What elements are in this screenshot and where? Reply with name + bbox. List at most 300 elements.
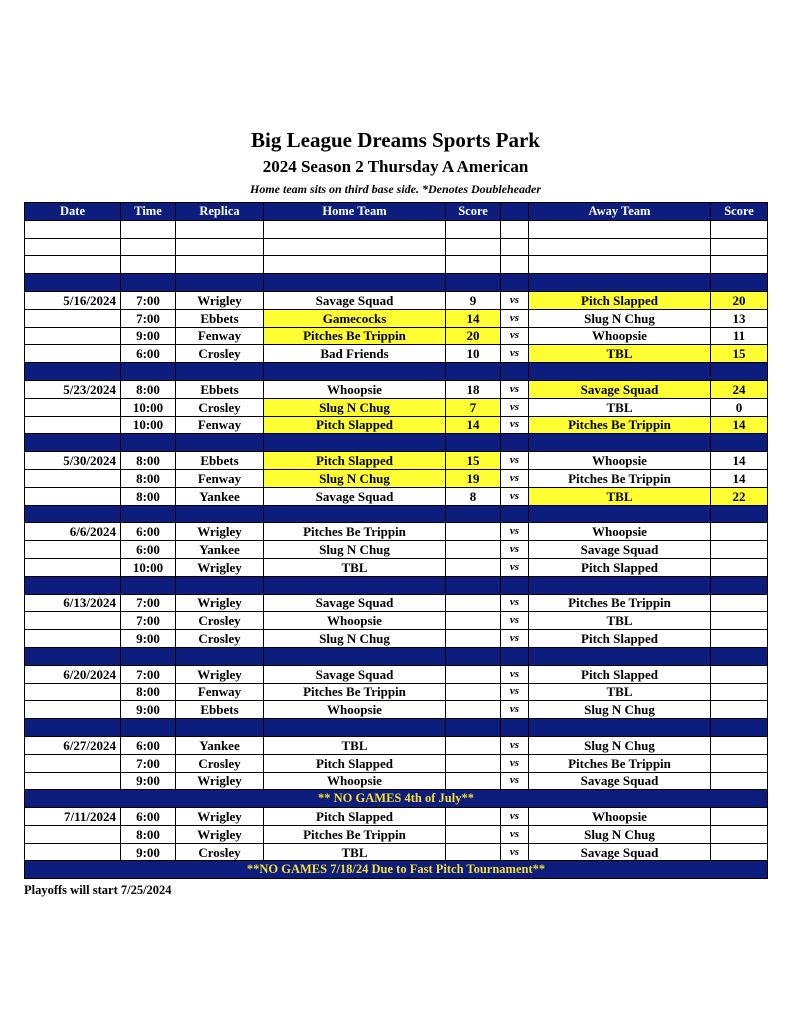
replica-cell: Yankee xyxy=(176,736,264,754)
home-team-cell: Whoopsie xyxy=(264,612,446,630)
empty-cell xyxy=(501,647,529,665)
empty-cell xyxy=(264,719,446,737)
away-score-cell: 11 xyxy=(711,327,768,345)
vs-cell: vs xyxy=(501,594,529,612)
replica-cell: Crosley xyxy=(176,843,264,861)
time-cell: 6:00 xyxy=(121,523,176,541)
page-title: Big League Dreams Sports Park xyxy=(251,128,540,152)
vs-cell: vs xyxy=(501,380,529,398)
time-cell: 8:00 xyxy=(121,825,176,843)
empty-cell xyxy=(176,719,264,737)
time-cell: 6:00 xyxy=(121,541,176,559)
empty-cell xyxy=(501,363,529,381)
empty-cell xyxy=(121,274,176,292)
header-row xyxy=(25,203,768,221)
empty-cell xyxy=(176,647,264,665)
empty-cell xyxy=(176,274,264,292)
schedule-body xyxy=(25,220,768,878)
replica-cell: Yankee xyxy=(176,487,264,505)
replica-cell: Wrigley xyxy=(176,825,264,843)
away-team-cell: Pitches Be Trippin xyxy=(529,416,711,434)
empty-cell xyxy=(25,434,121,452)
empty-cell xyxy=(711,256,768,274)
empty-cell xyxy=(501,238,529,256)
empty-cell xyxy=(446,505,501,523)
away-team-cell: Slug N Chug xyxy=(529,309,711,327)
home-score-cell xyxy=(446,754,501,772)
empty-cell xyxy=(25,363,121,381)
empty-cell xyxy=(25,505,121,523)
home-team-cell: Gamecocks xyxy=(264,309,446,327)
home-score-cell xyxy=(446,683,501,701)
away-score-cell xyxy=(711,594,768,612)
away-score-cell xyxy=(711,754,768,772)
home-score-cell: 14 xyxy=(446,309,501,327)
home-score-cell xyxy=(446,665,501,683)
date-cell xyxy=(25,683,121,701)
vs-cell: vs xyxy=(501,843,529,861)
time-cell: 10:00 xyxy=(121,416,176,434)
away-score-cell: 13 xyxy=(711,309,768,327)
away-team-cell: Whoopsie xyxy=(529,327,711,345)
date-cell: 5/30/2024 xyxy=(25,452,121,470)
footer-note: Playoffs will start 7/25/2024 xyxy=(24,883,172,897)
game-row xyxy=(25,736,768,754)
home-score-cell xyxy=(446,772,501,790)
time-cell: 9:00 xyxy=(121,772,176,790)
empty-cell xyxy=(446,576,501,594)
empty-cell xyxy=(501,256,529,274)
home-score-cell: 10 xyxy=(446,345,501,363)
date-cell: 5/16/2024 xyxy=(25,291,121,309)
away-score-cell xyxy=(711,665,768,683)
away-score-cell xyxy=(711,843,768,861)
header-away-team: Away Team xyxy=(529,203,711,221)
empty-cell xyxy=(121,647,176,665)
header-home-team: Home Team xyxy=(264,203,446,221)
date-cell xyxy=(25,558,121,576)
home-score-cell xyxy=(446,825,501,843)
away-score-cell xyxy=(711,683,768,701)
game-row xyxy=(25,808,768,826)
home-team-cell: Slug N Chug xyxy=(264,398,446,416)
empty-cell xyxy=(176,576,264,594)
vs-cell: vs xyxy=(501,541,529,559)
separator-row xyxy=(25,719,768,737)
home-score-cell xyxy=(446,523,501,541)
separator-row xyxy=(25,505,768,523)
empty-cell xyxy=(264,238,446,256)
empty-cell xyxy=(25,647,121,665)
home-score-cell: 20 xyxy=(446,327,501,345)
game-row xyxy=(25,452,768,470)
vs-cell: vs xyxy=(501,825,529,843)
away-team-cell: TBL xyxy=(529,398,711,416)
home-score-cell xyxy=(446,736,501,754)
empty-cell xyxy=(711,274,768,292)
away-team-cell: Pitch Slapped xyxy=(529,630,711,648)
home-team-cell: Savage Squad xyxy=(264,291,446,309)
separator-row xyxy=(25,434,768,452)
home-team-cell: Slug N Chug xyxy=(264,469,446,487)
time-cell: 8:00 xyxy=(121,469,176,487)
game-row xyxy=(25,309,768,327)
date-cell xyxy=(25,630,121,648)
separator-row xyxy=(25,647,768,665)
date-cell: 6/13/2024 xyxy=(25,594,121,612)
game-row xyxy=(25,665,768,683)
empty-cell xyxy=(711,505,768,523)
away-team-cell: Pitches Be Trippin xyxy=(529,469,711,487)
date-cell: 6/27/2024 xyxy=(25,736,121,754)
empty-cell xyxy=(529,434,711,452)
vs-cell: vs xyxy=(501,309,529,327)
date-cell xyxy=(25,469,121,487)
empty-cell xyxy=(529,256,711,274)
vs-cell: vs xyxy=(501,291,529,309)
empty-cell xyxy=(446,363,501,381)
empty-cell xyxy=(446,647,501,665)
empty-cell xyxy=(501,505,529,523)
empty-cell xyxy=(529,363,711,381)
away-score-cell xyxy=(711,808,768,826)
empty-cell xyxy=(711,220,768,238)
empty-cell xyxy=(711,434,768,452)
time-cell: 7:00 xyxy=(121,594,176,612)
game-row xyxy=(25,345,768,363)
replica-cell: Crosley xyxy=(176,345,264,363)
empty-cell xyxy=(176,220,264,238)
replica-cell: Crosley xyxy=(176,398,264,416)
home-team-cell: Pitches Be Trippin xyxy=(264,327,446,345)
time-cell: 7:00 xyxy=(121,291,176,309)
replica-cell: Ebbets xyxy=(176,452,264,470)
empty-cell xyxy=(711,363,768,381)
home-team-cell: Whoopsie xyxy=(264,772,446,790)
home-score-cell xyxy=(446,701,501,719)
home-score-cell xyxy=(446,630,501,648)
game-row xyxy=(25,612,768,630)
empty-cell xyxy=(264,505,446,523)
separator-row xyxy=(25,274,768,292)
vs-cell: vs xyxy=(501,772,529,790)
header-away-score: Score xyxy=(711,203,768,221)
home-team-cell: Slug N Chug xyxy=(264,541,446,559)
time-cell: 6:00 xyxy=(121,808,176,826)
replica-cell: Wrigley xyxy=(176,523,264,541)
away-score-cell: 22 xyxy=(711,487,768,505)
home-team-cell: Pitches Be Trippin xyxy=(264,523,446,541)
game-row xyxy=(25,327,768,345)
empty-cell xyxy=(529,647,711,665)
empty-cell xyxy=(176,505,264,523)
away-team-cell: Whoopsie xyxy=(529,523,711,541)
empty-cell xyxy=(501,274,529,292)
empty-cell xyxy=(446,274,501,292)
replica-cell: Fenway xyxy=(176,416,264,434)
home-team-cell: Bad Friends xyxy=(264,345,446,363)
header-replica: Replica xyxy=(176,203,264,221)
home-team-cell: Slug N Chug xyxy=(264,630,446,648)
date-cell xyxy=(25,701,121,719)
home-team-cell: Savage Squad xyxy=(264,665,446,683)
home-score-cell xyxy=(446,594,501,612)
time-cell: 6:00 xyxy=(121,736,176,754)
date-cell xyxy=(25,398,121,416)
away-score-cell: 14 xyxy=(711,469,768,487)
game-row xyxy=(25,398,768,416)
home-score-cell xyxy=(446,541,501,559)
date-cell xyxy=(25,541,121,559)
date-cell xyxy=(25,416,121,434)
away-team-cell: Pitch Slapped xyxy=(529,558,711,576)
game-row xyxy=(25,291,768,309)
time-cell: 7:00 xyxy=(121,754,176,772)
replica-cell: Ebbets xyxy=(176,309,264,327)
empty-cell xyxy=(446,256,501,274)
empty-cell xyxy=(529,220,711,238)
vs-cell: vs xyxy=(501,558,529,576)
empty-cell xyxy=(121,220,176,238)
home-score-cell: 9 xyxy=(446,291,501,309)
away-team-cell: Pitches Be Trippin xyxy=(529,754,711,772)
time-cell: 9:00 xyxy=(121,327,176,345)
empty-cell xyxy=(264,647,446,665)
replica-cell: Ebbets xyxy=(176,701,264,719)
page-subtitle: 2024 Season 2 Thursday A American xyxy=(262,157,529,176)
away-team-cell: Slug N Chug xyxy=(529,701,711,719)
blank-row xyxy=(25,256,768,274)
home-team-cell: TBL xyxy=(264,736,446,754)
time-cell: 8:00 xyxy=(121,380,176,398)
away-team-cell: Whoopsie xyxy=(529,808,711,826)
time-cell: 8:00 xyxy=(121,683,176,701)
vs-cell: vs xyxy=(501,487,529,505)
vs-cell: vs xyxy=(501,345,529,363)
header-date: Date xyxy=(25,203,121,221)
vs-cell: vs xyxy=(501,754,529,772)
game-row xyxy=(25,754,768,772)
home-team-cell: TBL xyxy=(264,558,446,576)
away-team-cell: TBL xyxy=(529,487,711,505)
away-team-cell: Slug N Chug xyxy=(529,736,711,754)
header-home-score: Score xyxy=(446,203,501,221)
replica-cell: Wrigley xyxy=(176,772,264,790)
vs-cell: vs xyxy=(501,523,529,541)
empty-cell xyxy=(176,434,264,452)
home-team-cell: TBL xyxy=(264,843,446,861)
separator-row xyxy=(25,576,768,594)
away-team-cell: Pitch Slapped xyxy=(529,665,711,683)
date-cell xyxy=(25,754,121,772)
empty-cell xyxy=(264,220,446,238)
home-score-cell: 14 xyxy=(446,416,501,434)
vs-cell: vs xyxy=(501,665,529,683)
notice-text: ** NO GAMES 4th of July** xyxy=(25,790,768,808)
game-row xyxy=(25,630,768,648)
schedule-table xyxy=(24,202,768,879)
date-cell xyxy=(25,772,121,790)
away-team-cell: TBL xyxy=(529,612,711,630)
header-vs xyxy=(501,203,529,221)
away-score-cell xyxy=(711,541,768,559)
empty-cell xyxy=(264,576,446,594)
away-team-cell: Savage Squad xyxy=(529,541,711,559)
home-team-cell: Pitch Slapped xyxy=(264,416,446,434)
time-cell: 8:00 xyxy=(121,487,176,505)
away-team-cell: Whoopsie xyxy=(529,452,711,470)
empty-cell xyxy=(501,719,529,737)
replica-cell: Wrigley xyxy=(176,665,264,683)
vs-cell: vs xyxy=(501,612,529,630)
empty-cell xyxy=(264,363,446,381)
date-cell xyxy=(25,843,121,861)
away-score-cell: 24 xyxy=(711,380,768,398)
away-score-cell xyxy=(711,772,768,790)
game-row xyxy=(25,541,768,559)
away-team-cell: Savage Squad xyxy=(529,772,711,790)
empty-cell xyxy=(711,576,768,594)
empty-cell xyxy=(529,238,711,256)
game-row xyxy=(25,416,768,434)
empty-cell xyxy=(25,256,121,274)
home-score-cell: 7 xyxy=(446,398,501,416)
home-team-cell: Savage Squad xyxy=(264,594,446,612)
home-score-cell: 8 xyxy=(446,487,501,505)
vs-cell: vs xyxy=(501,469,529,487)
time-cell: 7:00 xyxy=(121,665,176,683)
empty-cell xyxy=(446,238,501,256)
game-row xyxy=(25,594,768,612)
game-row xyxy=(25,825,768,843)
notice-text: **NO GAMES 7/18/24 Due to Fast Pitch Tournament** xyxy=(25,861,768,879)
replica-cell: Crosley xyxy=(176,630,264,648)
game-row xyxy=(25,469,768,487)
empty-cell xyxy=(264,256,446,274)
empty-cell xyxy=(264,434,446,452)
game-row xyxy=(25,558,768,576)
empty-cell xyxy=(121,256,176,274)
empty-cell xyxy=(501,576,529,594)
away-team-cell: Pitch Slapped xyxy=(529,291,711,309)
away-team-cell: TBL xyxy=(529,345,711,363)
date-cell xyxy=(25,309,121,327)
game-row xyxy=(25,380,768,398)
vs-cell: vs xyxy=(501,701,529,719)
game-row xyxy=(25,487,768,505)
time-cell: 9:00 xyxy=(121,630,176,648)
date-cell xyxy=(25,825,121,843)
away-score-cell xyxy=(711,630,768,648)
date-cell xyxy=(25,327,121,345)
home-score-cell xyxy=(446,612,501,630)
away-score-cell xyxy=(711,523,768,541)
empty-cell xyxy=(121,434,176,452)
away-score-cell: 20 xyxy=(711,291,768,309)
away-team-cell: Savage Squad xyxy=(529,843,711,861)
vs-cell: vs xyxy=(501,736,529,754)
home-team-cell: Pitches Be Trippin xyxy=(264,825,446,843)
replica-cell: Fenway xyxy=(176,683,264,701)
header-time: Time xyxy=(121,203,176,221)
away-score-cell: 15 xyxy=(711,345,768,363)
game-row xyxy=(25,772,768,790)
replica-cell: Wrigley xyxy=(176,291,264,309)
away-team-cell: Savage Squad xyxy=(529,380,711,398)
empty-cell xyxy=(264,274,446,292)
blank-row xyxy=(25,220,768,238)
home-score-cell xyxy=(446,558,501,576)
away-score-cell xyxy=(711,736,768,754)
notice-row xyxy=(25,861,768,879)
empty-cell xyxy=(121,238,176,256)
home-team-cell: Savage Squad xyxy=(264,487,446,505)
empty-cell xyxy=(446,434,501,452)
vs-cell: vs xyxy=(501,808,529,826)
replica-cell: Ebbets xyxy=(176,380,264,398)
away-score-cell: 0 xyxy=(711,398,768,416)
away-score-cell: 14 xyxy=(711,416,768,434)
empty-cell xyxy=(121,719,176,737)
time-cell: 7:00 xyxy=(121,309,176,327)
away-team-cell: Pitches Be Trippin xyxy=(529,594,711,612)
page-note: Home team sits on third base side. *Denotes Doubleheader xyxy=(250,182,541,196)
time-cell: 9:00 xyxy=(121,701,176,719)
home-score-cell: 18 xyxy=(446,380,501,398)
date-cell: 5/23/2024 xyxy=(25,380,121,398)
away-score-cell xyxy=(711,825,768,843)
empty-cell xyxy=(529,274,711,292)
empty-cell xyxy=(176,256,264,274)
game-row xyxy=(25,843,768,861)
empty-cell xyxy=(121,363,176,381)
empty-cell xyxy=(25,274,121,292)
date-cell: 6/20/2024 xyxy=(25,665,121,683)
empty-cell xyxy=(25,719,121,737)
away-score-cell xyxy=(711,558,768,576)
replica-cell: Wrigley xyxy=(176,808,264,826)
vs-cell: vs xyxy=(501,327,529,345)
replica-cell: Yankee xyxy=(176,541,264,559)
home-score-cell xyxy=(446,808,501,826)
home-score-cell xyxy=(446,843,501,861)
empty-cell xyxy=(121,576,176,594)
home-team-cell: Pitch Slapped xyxy=(264,452,446,470)
empty-cell xyxy=(501,434,529,452)
home-team-cell: Pitch Slapped xyxy=(264,808,446,826)
home-team-cell: Whoopsie xyxy=(264,701,446,719)
home-team-cell: Pitch Slapped xyxy=(264,754,446,772)
replica-cell: Crosley xyxy=(176,612,264,630)
empty-cell xyxy=(711,238,768,256)
away-score-cell: 14 xyxy=(711,452,768,470)
empty-cell xyxy=(711,719,768,737)
empty-cell xyxy=(529,719,711,737)
away-score-cell xyxy=(711,701,768,719)
replica-cell: Fenway xyxy=(176,327,264,345)
empty-cell xyxy=(176,363,264,381)
replica-cell: Wrigley xyxy=(176,558,264,576)
home-score-cell: 15 xyxy=(446,452,501,470)
time-cell: 9:00 xyxy=(121,843,176,861)
time-cell: 8:00 xyxy=(121,452,176,470)
date-cell xyxy=(25,345,121,363)
away-team-cell: TBL xyxy=(529,683,711,701)
empty-cell xyxy=(529,576,711,594)
time-cell: 10:00 xyxy=(121,398,176,416)
empty-cell xyxy=(501,220,529,238)
vs-cell: vs xyxy=(501,683,529,701)
